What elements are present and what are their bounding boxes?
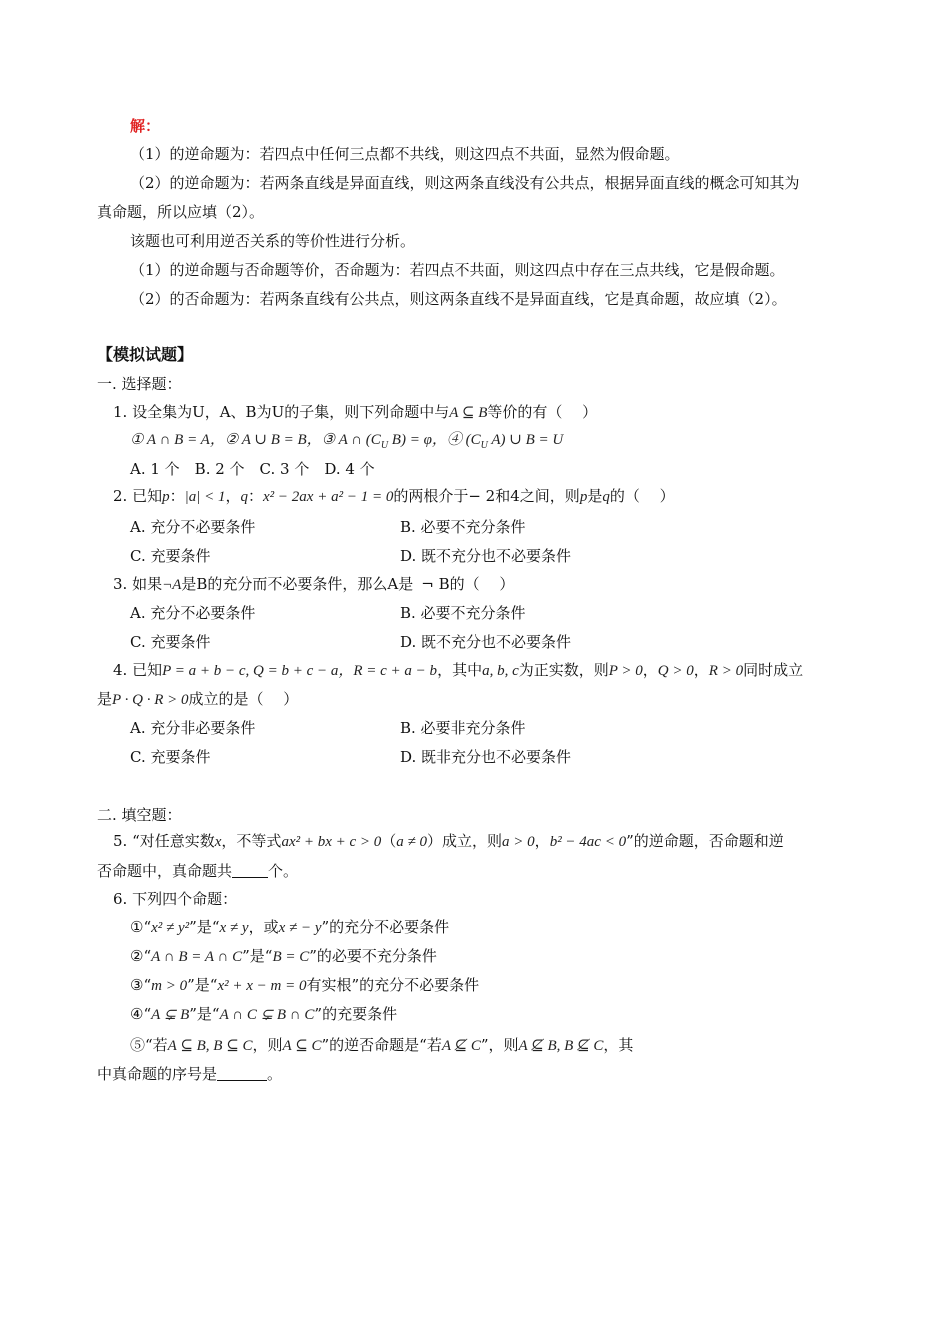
choice-d: D. 既非充分也不必要条件: [400, 748, 572, 766]
choice-b: B. 必要不充分条件: [400, 604, 526, 622]
statement-3: ③“m > 0”是“x² + x − m = 0有实根”的充分不必要条件: [130, 976, 480, 994]
question-5-line2: 否命题中，真命题共 个。: [97, 862, 299, 880]
choice-b: B. 必要不充分条件: [400, 518, 526, 536]
question-5: 5. “对任意实数x，不等式ax² + bx + c > 0（a ≠ 0）成立，则a > 0，b² − 4ac < 0”的逆命题，否命题和逆: [113, 832, 784, 850]
solution-line: （1）的逆命题与否命题等价，否命题为：若四点不共面，则这四点中存在三点共线，它是假命题。: [130, 261, 785, 279]
question-2: 2. 已知p：|a| < 1，q：x² − 2ax + a² − 1 = 0的两根介于− 2和4之间，则p是q的（ ）: [113, 487, 675, 505]
choice-c: C. 充要条件: [130, 633, 211, 651]
question-1: 1. 设全集为U，A、B为U的子集，则下列命题中与A ⊆ B等价的有（ ）: [113, 403, 598, 421]
choice-d: D. 既不充分也不必要条件: [400, 547, 572, 565]
section-title: 【模拟试题】: [97, 345, 194, 364]
statement-2: ②“A ∩ B = A ∩ C”是“B = C”的必要不充分条件: [130, 947, 437, 965]
choice-d: D. 既不充分也不必要条件: [400, 633, 572, 651]
question-6-line2: 中真命题的序号是 。: [97, 1065, 283, 1083]
choice-b: B. 必要非充分条件: [400, 719, 526, 737]
answer-blank[interactable]: [217, 1064, 267, 1081]
solution-line: 该题也可利用逆否关系的等价性进行分析。: [130, 232, 416, 250]
choice-a: A. 充分不必要条件: [130, 518, 256, 536]
solution-line: 真命题，所以应填（2）。: [97, 203, 265, 221]
part2-heading: 二. 填空题：: [97, 806, 182, 824]
statement-4: ④“A ⊊ B”是“A ∩ C ⊊ B ∩ C”的充要条件: [130, 1005, 398, 1023]
solution-line: （2）的逆命题为：若两条直线是异面直线，则这两条直线没有公共点，根据异面直线的概念可知其为: [130, 174, 800, 192]
question-3: 3. 如果¬A是B的充分而不必要条件，那么A是 ¬ B的（ ）: [113, 575, 515, 593]
answer-blank[interactable]: [232, 861, 268, 878]
choice-a: A. 充分不必要条件: [130, 604, 256, 622]
statement-5: ⑤“若A ⊆ B, B ⊆ C，则A ⊆ C”的逆否命题是“若A ⊈ C”，则A ⊈ B, B ⊈ C，其: [130, 1036, 634, 1054]
choice-c: C. 充要条件: [130, 547, 211, 565]
part1-heading: 一. 选择题：: [97, 375, 182, 393]
statement-1: ①“x² ≠ y²”是“x ≠ y，或x ≠ − y”的充分不必要条件: [130, 918, 450, 936]
choice-c: C. 充要条件: [130, 748, 211, 766]
question-1-options: ① A ∩ B = A，② A ∪ B = B，③ A ∩ ($C_U$ B) = φ，④ ($C_U$ A) ∪ B = U: [130, 432, 564, 451]
question-1-choices: A. 1 个 B. 2 个 C. 3 个 D. 4 个: [130, 460, 375, 478]
solution-line: （1）的逆命题为：若四点中任何三点都不共线，则这四点不共面，显然为假命题。: [130, 145, 680, 163]
question-4: 4. 已知P = a + b − c, Q = b + c − a，R = c + a − b，其中a, b, c为正实数，则P > 0，Q > 0，R > 0同时成立: [113, 661, 804, 679]
question-4-line2: 是P · Q · R > 0成立的是（ ）: [97, 690, 299, 708]
choice-a: A. 充分非必要条件: [130, 719, 256, 737]
question-6: 6. 下列四个命题：: [113, 890, 238, 908]
solution-label: 解：: [130, 117, 161, 135]
solution-line: （2）的否命题为：若两条直线有公共点，则这两条直线不是异面直线，它是真命题，故应填（2）。: [130, 290, 787, 308]
